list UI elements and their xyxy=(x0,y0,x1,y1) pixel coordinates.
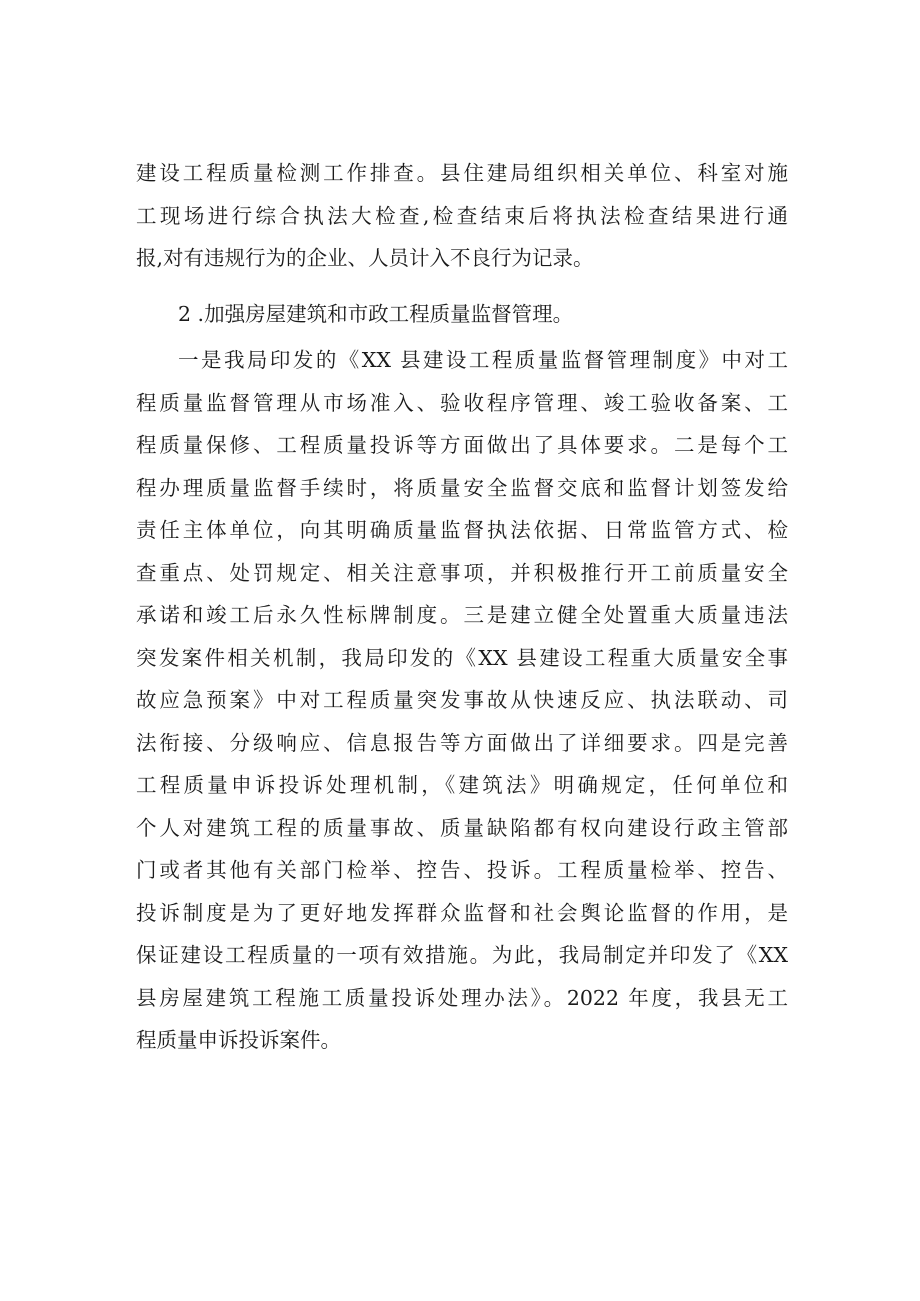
paragraph-supervision xyxy=(136,339,788,1062)
text-line: 门或者其他有关部门检举、控告、投诉。工程质量检举、控告、 xyxy=(136,858,788,882)
text-line: 程质量申诉投诉案件。 xyxy=(136,1028,341,1052)
text-line: 投诉制度是为了更好地发挥群众监督和社会舆论监督的作用，是 xyxy=(136,900,788,925)
text-line: 承诺和竣工后永久性标牌制度。三是建立健全处置重大质量违法 xyxy=(136,603,788,627)
text-line: 责任主体单位，向其明确质量监督执法依据、日常监管方式、检 xyxy=(136,518,788,542)
text-line: 个人对建筑工程的质量事故、质量缺陷都有权向建设行政主管部 xyxy=(136,815,788,840)
text-line: 县房屋建筑工程施工质量投诉处理办法》。2022 年度，我县无工 xyxy=(136,985,788,1010)
text-line: 突发案件相关机制，我局印发的《XX 县建设工程重大质量安全事 xyxy=(136,645,788,670)
text-line: 法衔接、分级响应、信息报告等方面做出了详细要求。四是完善 xyxy=(136,730,788,755)
text-line: 查重点、处罚规定、相关注意事项，并积极推行开工前质量安全 xyxy=(136,560,788,585)
paragraph-inspection xyxy=(136,152,788,280)
text-line: 保证建设工程质量的一项有效措施。为此，我局制定并印发了《XX xyxy=(136,943,788,967)
text-line: 报,对有违规行为的企业、人员计入不良行为记录。 xyxy=(136,246,594,270)
text-line: 故应急预案》中对工程质量突发事故从快速反应、执法联动、司 xyxy=(136,688,788,712)
text-line: 程办理质量监督手续时，将质量安全监督交底和监督计划签发给 xyxy=(136,475,788,500)
section-heading xyxy=(136,293,788,336)
heading-text: 2 .加强房屋建筑和市政工程质量监督管理。 xyxy=(178,302,574,326)
text-line: 建设工程质量检测工作排查。县住建局组织相关单位、科室对施 xyxy=(136,161,788,185)
text-line: 程质量监督管理从市场准入、验收程序管理、竣工验收备案、工 xyxy=(136,390,788,415)
text-line: 工现场进行综合执法大检查,检查结束后将执法检查结果进行通 xyxy=(136,203,788,228)
text-line: 工程质量申诉投诉处理机制，《建筑法》明确规定，任何单位和 xyxy=(136,773,788,797)
text-line: 一是我局印发的《XX 县建设工程质量监督管理制度》中对工 xyxy=(178,348,788,372)
text-line: 程质量保修、工程质量投诉等方面做出了具体要求。二是每个工 xyxy=(136,433,788,457)
